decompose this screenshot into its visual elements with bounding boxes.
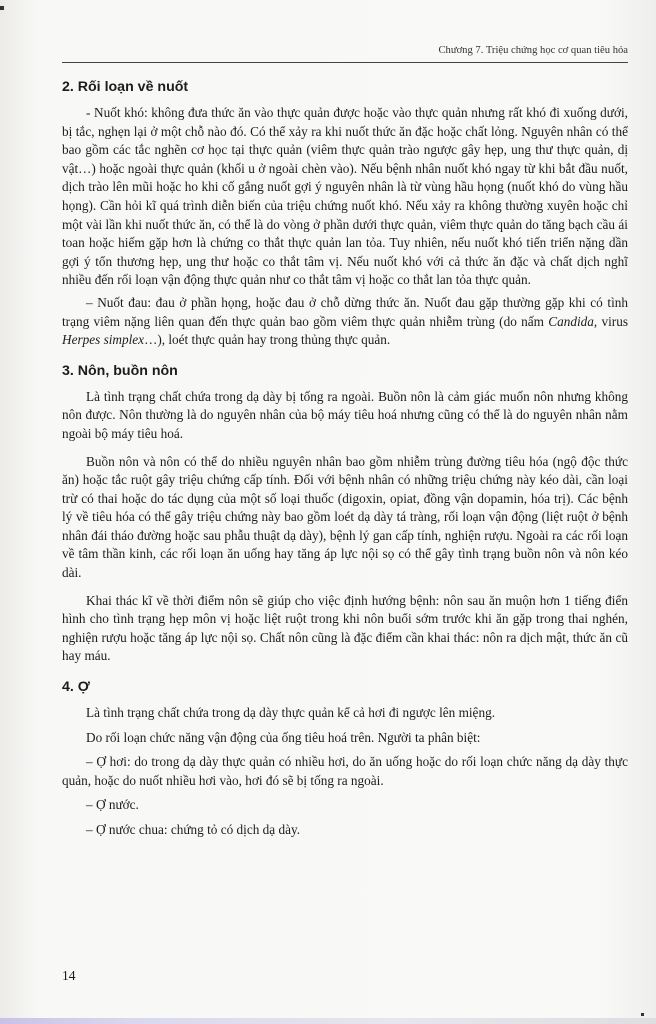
paragraph-vomiting-definition: Là tình trạng chất chứa trong dạ dày bị tống ra ngoài. Buồn nôn là cảm giác muốn nôn nhưng không nôn được. Nôn thường là do nguyên nhân của bộ máy tiêu hoá nhưng cũng có thể là do nguyên nhân nằm ngoài bộ máy tiêu hoá.	[62, 388, 628, 441]
list-item-acid-regurgitation: – Ợ nước chua: chứng tỏ có dịch dạ dày.	[86, 822, 301, 837]
term-candida: Candida	[548, 313, 594, 329]
odynophagia-text-1: – Nuốt đau: đau ở phần họng, hoặc đau ở chỗ dừng thức ăn. Nuốt đau gặp thường gặp khi có tình trạng viêm nặng liên quan đến thực quản bao gồm viêm thực quản nhiễm trùng (do nấm	[62, 294, 628, 329]
section-heading-swallowing: 2. Rối loạn về nuốt	[62, 79, 189, 95]
paragraph-dysphagia: - Nuốt khó: không đưa thức ăn vào thực quản được hoặc vào thực quản nhưng rất khó đi xuống dưới, bị tắc, nghẹn lại ở một chỗ nào đó. Có thể xảy ra khi nuốt thức ăn đặc hoặc chất lỏng. Nguyên nhân có thể bao gồm các tắc nghẽn cơ học tại thực quản (viêm thực quản trào ngược gây hẹp, ung thư thực quản, dị vật…) hoặc ngoài thực quản (khối u ở ngoài chèn vào). Nếu bệnh nhân nuốt khó ngay từ khi bắt đầu nuốt, dịch trào lên mũi hoặc ho khi cố gắng nuốt gợi ý nguyên nhân là từ vùng hầu họng (nuốt khó do vùng hầu họng). Cần hỏi kĩ quá trình diễn biến của triệu chứng nuốt khó. Nếu xảy ra không thường xuyên hoặc chỉ một vài lần khi nuốt thức ăn, có thể là do vòng ở phần dưới thực quản, viêm thực quản do tăng bạch cầu ái toan hoặc hiếm gặp hơn là chứng co thắt thực quản lan tỏa. Tuy nhiên, nếu nuốt khó tiến triển nặng dần gợi ý tổn thương hẹp, ung thư hoặc co thắt tâm vị. Nếu nuốt khó với cả thức ăn đặc và chất dịch nghĩ nhiều đến rối loạn vận động thực quản như co thắt tâm vị hoặc co thắt lan tỏa thực quản.	[62, 105, 628, 288]
paragraph-vomiting-timing: Khai thác kĩ về thời điểm nôn sẽ giúp cho việc định hướng bệnh: nôn sau ăn muộn hơn 1 tiếng điển hình cho tình trạng hẹp môn vị hoặc liệt ruột trong khi nôn buổi sớm trước khi ăn gặp trong thai nghén, nghiện rượu hoặc tăng áp lực nội sọ. Chất nôn cũng là đặc điểm cần khai thác: nôn ra dịch mật, thức ăn cũ hay máu.	[62, 592, 628, 664]
odynophagia-text-3: …), loét thực quản hay trong thủng thực quản.	[144, 332, 391, 348]
page-number: 14	[62, 968, 76, 983]
running-title: Chương 7. Triệu chứng học cơ quan tiêu hóa	[438, 45, 628, 56]
section-heading-regurgitation: 4. Ợ	[62, 679, 90, 696]
term-herpes-simplex: Herpes simplex	[62, 332, 145, 348]
paragraph-regurgitation-definition: Là tình trạng chất chứa trong dạ dày thực quản kể cả hơi đi ngược lên miệng.	[86, 705, 496, 721]
paragraph-belching: – Ợ hơi: do trong dạ dày thực quản có nhiều hơi, do ăn uống hoặc do rối loạn chức năng dạ dày thực quản, hoặc do nuốt nhiều hơi vào, hơi đó sẽ bị tống ra ngoài.	[62, 754, 628, 788]
scan-mark-bottom	[641, 1013, 644, 1016]
list-item-water-regurgitation: – Ợ nước.	[86, 797, 139, 813]
page-content	[62, 78, 628, 840]
page-bottom-edge	[0, 1018, 656, 1024]
running-header	[62, 42, 628, 63]
section-heading-vomiting: 3. Nôn, buồn nôn	[62, 362, 178, 379]
scan-mark	[0, 6, 4, 10]
paragraph-odynophagia	[62, 294, 628, 350]
odynophagia-text-2: , virus	[593, 313, 628, 329]
paragraph-regurgitation-cause: Do rối loạn chức năng vận động của ống tiêu hoá trên. Người ta phân biệt:	[86, 729, 481, 745]
paragraph-vomiting-causes: Buồn nôn và nôn có thể do nhiều nguyên nhân bao gồm nhiễm trùng đường tiêu hóa (ngộ độc thức ăn) hoặc tắc ruột gây triệu chứng cấp tính. Đối với bệnh nhân có những triệu chứng này kéo dài, cần loại trừ có thai hoặc do tác dụng của một số loại thuốc (digoxin, opiat, đồng vận dopamin, hóa trị). Các bệnh lý về tiêu hóa có thể gây triệu chứng này bao gồm loét dạ dày tá tràng, rối loạn vận động (liệt ruột ở bệnh nhân đái tháo đường hoặc sau phẫu thuật dạ dày), bệnh lý gan cấp tính, nghiện rượu. Ngoài ra các rối loạn về tâm thần kinh, các rối loạn ăn uống hay tăng áp lực nội sọ có thể gây tình trạng buồn nôn và nôn kéo dài.	[62, 453, 628, 581]
